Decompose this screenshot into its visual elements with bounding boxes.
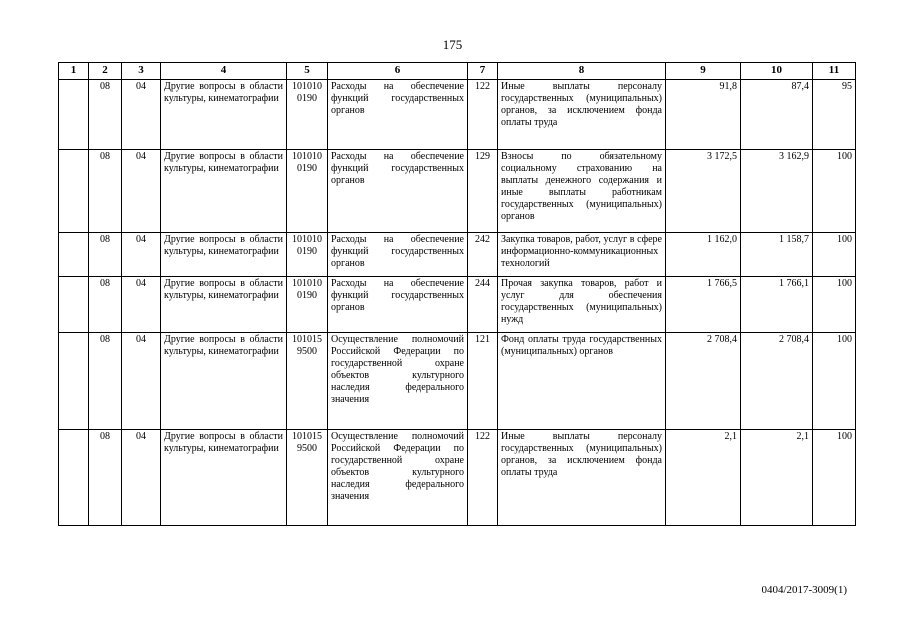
cell-article-name: Расходы на обеспечение функций государственных органов: [328, 150, 468, 233]
cell-target-article: 101010 0190: [287, 277, 328, 333]
column-header: 10: [741, 63, 813, 80]
cell-planned: 1 766,5: [666, 277, 741, 333]
cell-subsection: 04: [122, 277, 161, 333]
cell-col1: [59, 277, 89, 333]
cell-section: 08: [89, 150, 122, 233]
cell-section: 08: [89, 80, 122, 150]
cell-expense-name: Прочая закупка товаров, работ и услуг для обеспечения государственных (муниципальных) нужд: [498, 277, 666, 333]
cell-col1: [59, 150, 89, 233]
cell-percent: 100: [813, 333, 856, 430]
cell-section: 08: [89, 430, 122, 526]
column-header: 2: [89, 63, 122, 80]
cell-subsection: 04: [122, 233, 161, 277]
table-header-row: [59, 63, 856, 80]
cell-expense-type: 244: [468, 277, 498, 333]
cell-target-article: 101010 0190: [287, 150, 328, 233]
document-code: 0404/2017-3009(1): [761, 584, 847, 596]
cell-executed: 2,1: [741, 430, 813, 526]
cell-col1: [59, 333, 89, 430]
cell-executed: 87,4: [741, 80, 813, 150]
table-row: [59, 150, 856, 233]
column-header: 11: [813, 63, 856, 80]
cell-expense-name: Закупка товаров, работ, услуг в сфере информационно-коммуникационных технологий: [498, 233, 666, 277]
cell-executed: 1 158,7: [741, 233, 813, 277]
cell-percent: 95: [813, 80, 856, 150]
cell-section-name: Другие вопросы в области культуры, кинематографии: [161, 430, 287, 526]
column-header: 5: [287, 63, 328, 80]
cell-section-name: Другие вопросы в области культуры, кинематографии: [161, 333, 287, 430]
cell-col1: [59, 430, 89, 526]
cell-subsection: 04: [122, 430, 161, 526]
cell-percent: 100: [813, 277, 856, 333]
budget-table: [58, 62, 856, 526]
column-header: 6: [328, 63, 468, 80]
column-header: 4: [161, 63, 287, 80]
cell-target-article: 101015 9500: [287, 430, 328, 526]
cell-expense-name: Фонд оплаты труда государственных (муниципальных) органов: [498, 333, 666, 430]
cell-planned: 91,8: [666, 80, 741, 150]
cell-expense-type: 122: [468, 80, 498, 150]
cell-percent: 100: [813, 430, 856, 526]
cell-target-article: 101015 9500: [287, 333, 328, 430]
cell-col1: [59, 80, 89, 150]
column-header: 3: [122, 63, 161, 80]
table-row: [59, 233, 856, 277]
column-header: 9: [666, 63, 741, 80]
cell-article-name: Осуществление полномочий Российской Федерации по государственной охране объектов культурного наследия федерального значения: [328, 430, 468, 526]
table-row: [59, 333, 856, 430]
cell-planned: 3 172,5: [666, 150, 741, 233]
cell-section-name: Другие вопросы в области культуры, кинематографии: [161, 150, 287, 233]
cell-executed: 3 162,9: [741, 150, 813, 233]
cell-section: 08: [89, 233, 122, 277]
table-row: [59, 277, 856, 333]
cell-article-name: Осуществление полномочий Российской Федерации по государственной охране объектов культурного наследия федерального значения: [328, 333, 468, 430]
cell-subsection: 04: [122, 80, 161, 150]
cell-executed: 1 766,1: [741, 277, 813, 333]
cell-section-name: Другие вопросы в области культуры, кинематографии: [161, 233, 287, 277]
cell-expense-name: Иные выплаты персоналу государственных (муниципальных) органов, за исключением фонда оплаты труда: [498, 430, 666, 526]
cell-planned: 1 162,0: [666, 233, 741, 277]
cell-section: 08: [89, 277, 122, 333]
cell-article-name: Расходы на обеспечение функций государственных органов: [328, 80, 468, 150]
cell-target-article: 101010 0190: [287, 233, 328, 277]
cell-expense-name: Взносы по обязательному социальному страхованию на выплаты денежного содержания и иные выплаты работникам государственных (муниципальных) органов: [498, 150, 666, 233]
cell-expense-type: 129: [468, 150, 498, 233]
cell-expense-type: 122: [468, 430, 498, 526]
cell-subsection: 04: [122, 333, 161, 430]
cell-article-name: Расходы на обеспечение функций государственных органов: [328, 233, 468, 277]
cell-expense-type: 121: [468, 333, 498, 430]
cell-target-article: 101010 0190: [287, 80, 328, 150]
cell-subsection: 04: [122, 150, 161, 233]
cell-expense-name: Иные выплаты персоналу государственных (муниципальных) органов, за исключением фонда оплаты труда: [498, 80, 666, 150]
cell-percent: 100: [813, 233, 856, 277]
column-header: 8: [498, 63, 666, 80]
table-row: [59, 430, 856, 526]
cell-expense-type: 242: [468, 233, 498, 277]
cell-section-name: Другие вопросы в области культуры, кинематографии: [161, 80, 287, 150]
cell-article-name: Расходы на обеспечение функций государственных органов: [328, 277, 468, 333]
cell-col1: [59, 233, 89, 277]
cell-percent: 100: [813, 150, 856, 233]
cell-planned: 2 708,4: [666, 333, 741, 430]
cell-planned: 2,1: [666, 430, 741, 526]
cell-executed: 2 708,4: [741, 333, 813, 430]
column-header: 1: [59, 63, 89, 80]
cell-section-name: Другие вопросы в области культуры, кинематографии: [161, 277, 287, 333]
column-header: 7: [468, 63, 498, 80]
table-row: [59, 80, 856, 150]
cell-section: 08: [89, 333, 122, 430]
page-number: 175: [442, 37, 463, 52]
